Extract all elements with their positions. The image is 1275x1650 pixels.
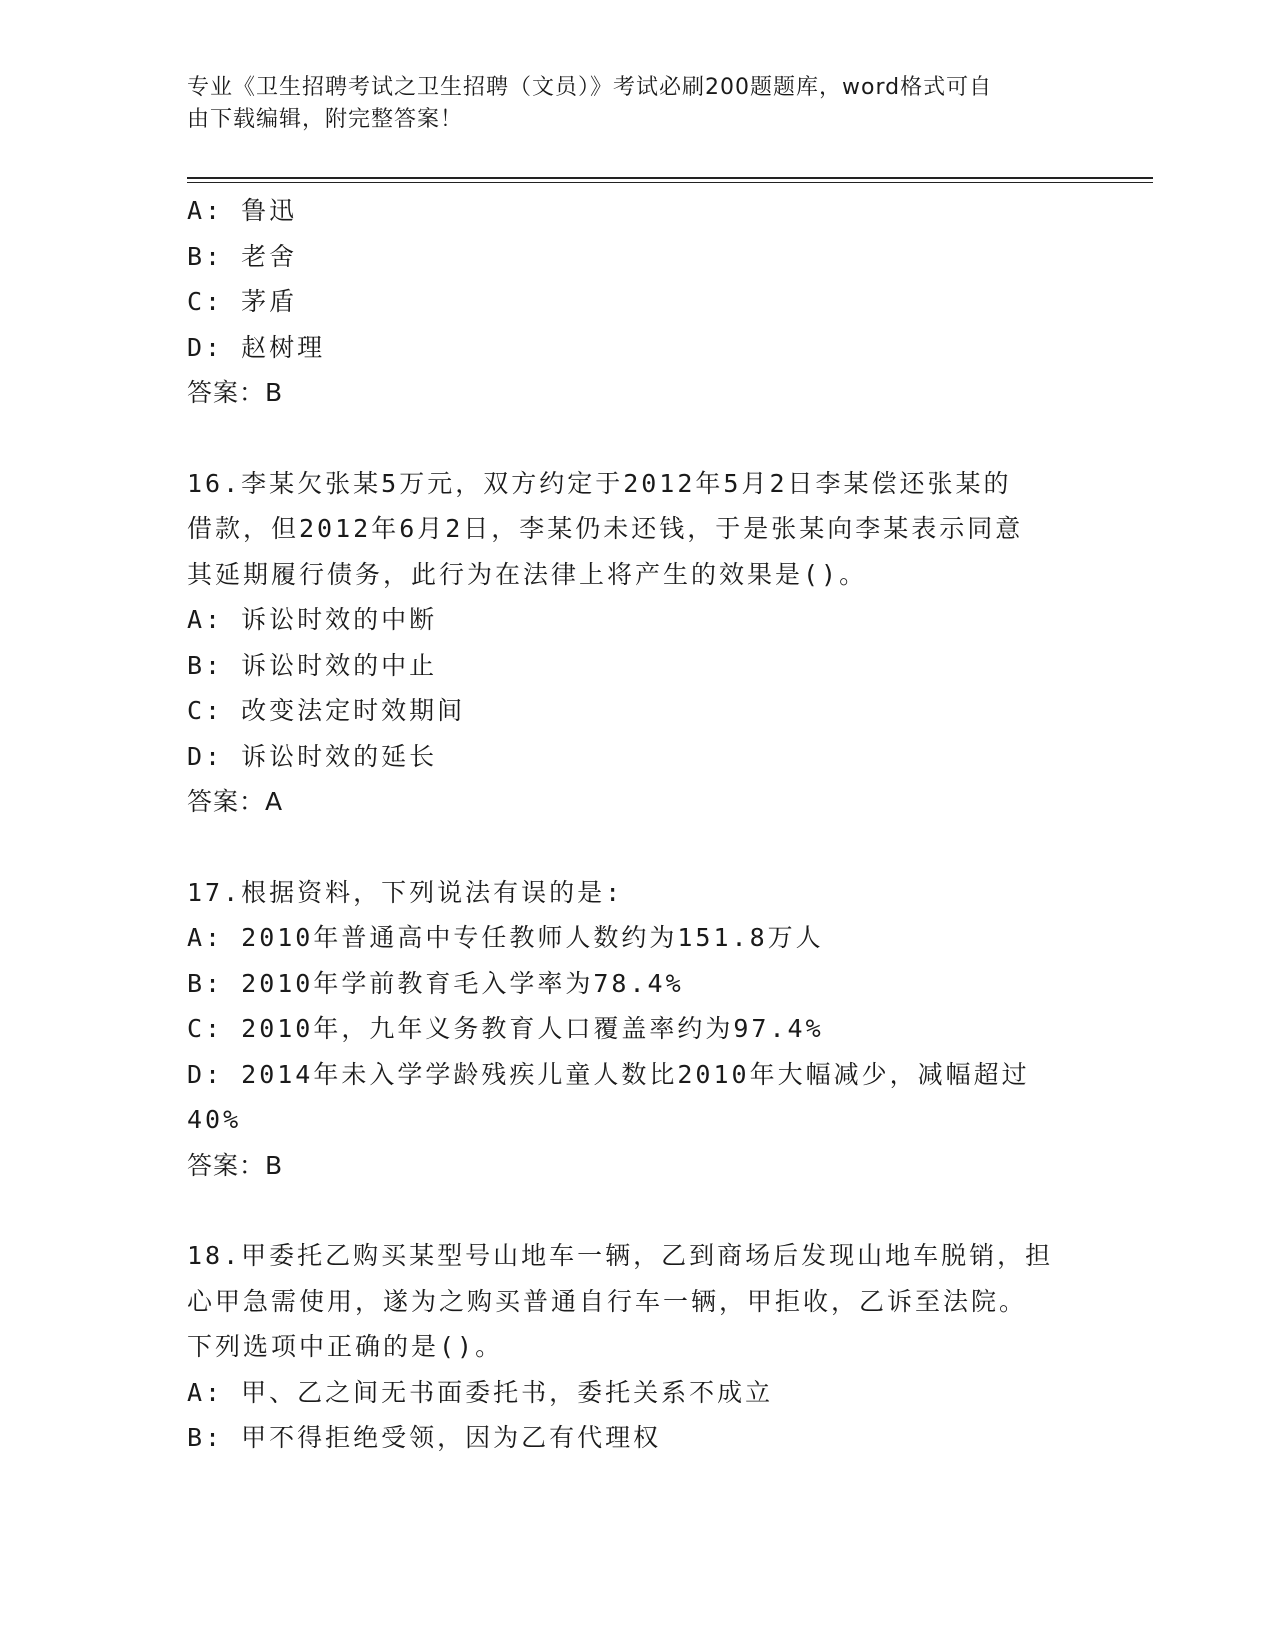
question-18: [187, 1233, 1107, 1461]
question-stem: 其延期履行债务，此行为在法律上将产生的效果是()。: [187, 559, 868, 589]
spacer: [187, 825, 1107, 870]
answer: 答案：A: [187, 787, 284, 816]
header-rule-thick: [187, 177, 1153, 179]
option-a: A: 甲、乙之间无书面委托书，委托关系不成立: [187, 1377, 774, 1407]
header-line-1: 专业《卫生招聘考试之卫生招聘（文员）》考试必刷200题题库，word格式可自: [187, 75, 993, 100]
answer: 答案：B: [187, 378, 284, 407]
option-c: C: 茅盾: [187, 287, 298, 316]
question-stem: 17.根据资料，下列说法有误的是:: [187, 877, 624, 907]
option-a: A: 鲁迅: [187, 196, 298, 225]
document-header: [187, 72, 1067, 136]
option-a: A: 2010年普通高中专任教师人数约为151.8万人: [187, 923, 824, 952]
option-d: D: 赵树理: [187, 332, 326, 362]
header-line-2: 由下载编辑，附完整答案！: [187, 107, 464, 132]
answer: 答案：B: [187, 1150, 284, 1180]
option-b: B: 诉讼时效的中止: [187, 650, 438, 680]
question-stem: 借款，但2012年6月2日，李某仍未还钱，于是张某向李某表示同意: [187, 514, 1024, 543]
question-15: [187, 188, 1107, 416]
option-a: A: 诉讼时效的中断: [187, 605, 438, 634]
question-stem: 18.甲委托乙购买某型号山地车一辆，乙到商场后发现山地车脱销，担: [187, 1241, 1054, 1270]
option-b: B: 老舍: [187, 241, 298, 271]
option-d: D: 2014年未入学学龄残疾儿童人数比2010年大幅减少，减幅超过: [187, 1059, 1030, 1089]
option-c: C: 2010年，九年义务教育人口覆盖率约为97.4%: [187, 1014, 824, 1043]
question-stem: 心甲急需使用，遂为之购买普通自行车一辆，甲拒收，乙诉至法院。: [187, 1286, 1028, 1316]
question-17: [187, 870, 1107, 1189]
spacer: [187, 416, 1107, 461]
question-16: [187, 461, 1107, 825]
option-d: D: 诉讼时效的延长: [187, 741, 438, 771]
question-list: [187, 188, 1107, 1461]
option-b: B: 2010年学前教育毛入学率为78.4%: [187, 968, 684, 998]
question-stem: 下列选项中正确的是()。: [187, 1332, 504, 1361]
option-c: C: 改变法定时效期间: [187, 696, 466, 725]
spacer: [187, 1188, 1107, 1233]
option-d-continued: 40%: [187, 1105, 242, 1134]
question-stem: 16.李某欠张某5万元，双方约定于2012年5月2日李某偿还张某的: [187, 468, 1012, 498]
option-b: B: 甲不得拒绝受领，因为乙有代理权: [187, 1423, 662, 1452]
header-rule-thin: [187, 182, 1153, 183]
